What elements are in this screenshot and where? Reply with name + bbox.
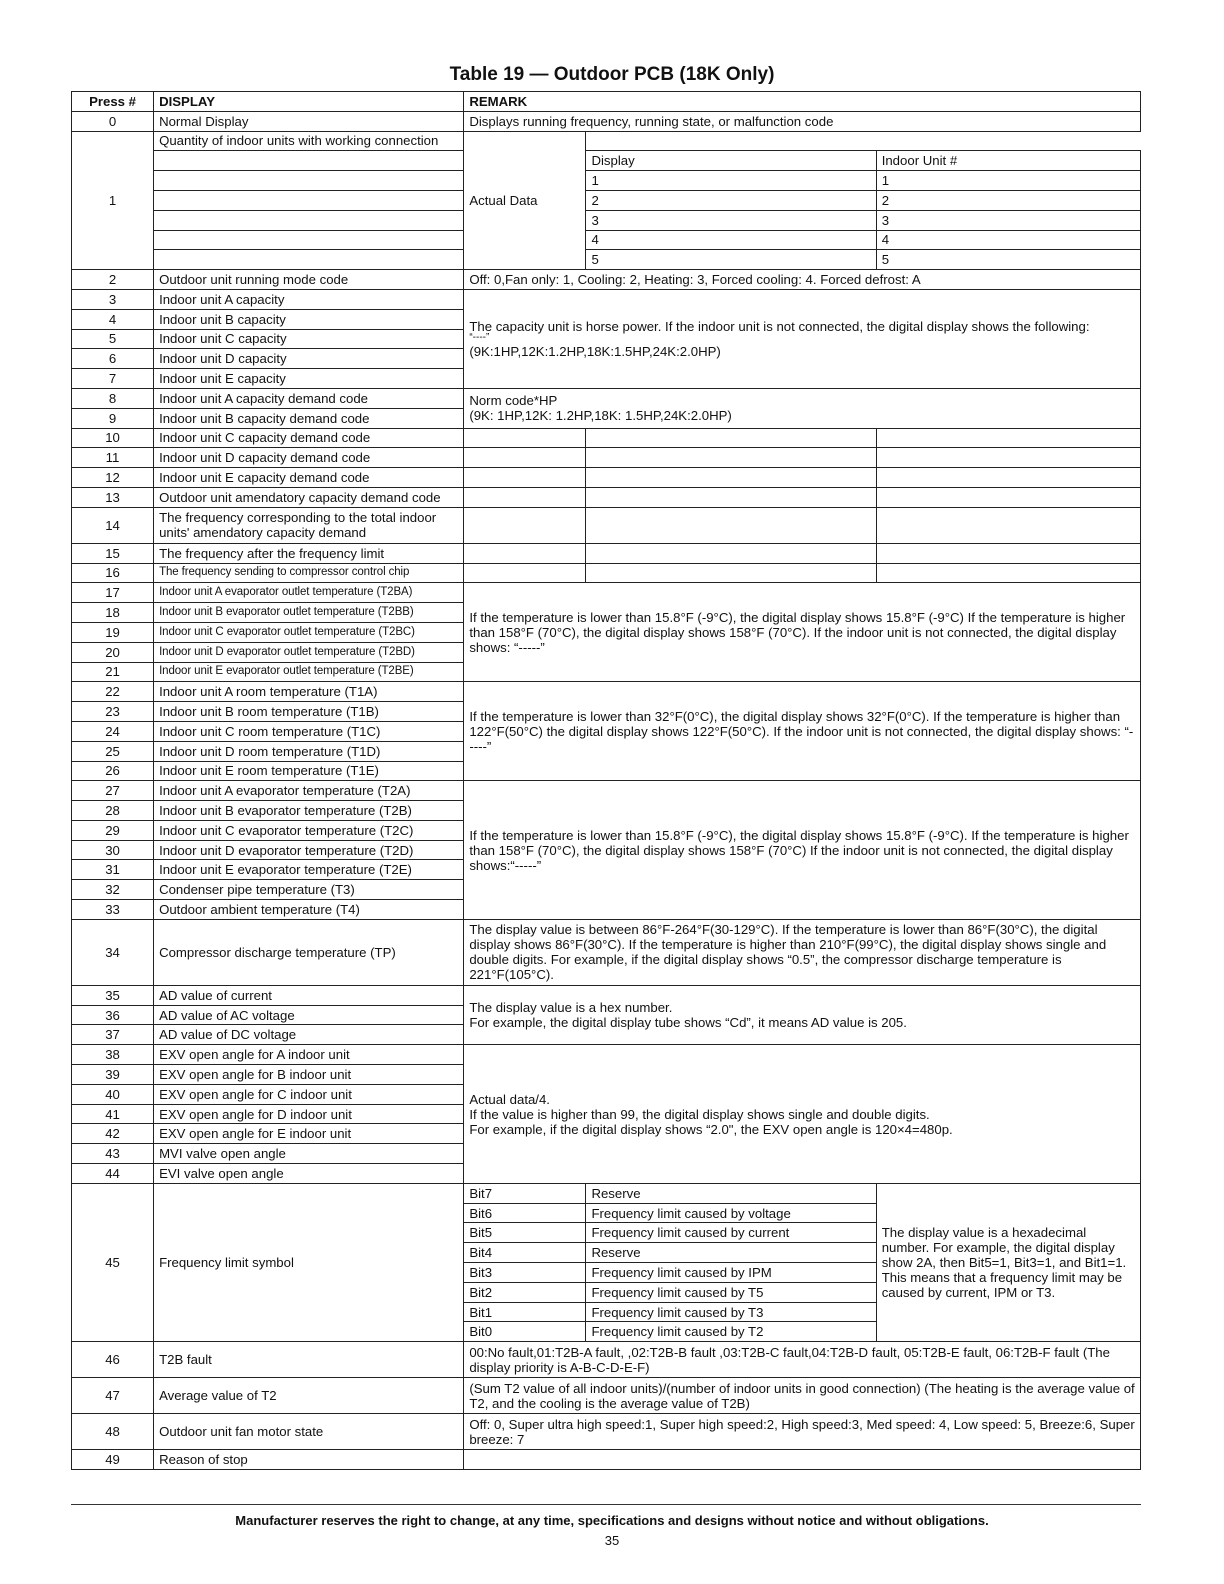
empty-cell xyxy=(464,563,586,583)
row-display: EVI valve open angle xyxy=(154,1164,464,1184)
exv-remark-line: Actual data/4. xyxy=(469,1091,550,1107)
table-row xyxy=(72,111,1141,131)
row-display: Indoor unit C evaporator temperature (T2C) xyxy=(154,820,464,840)
row-remark: (Sum T2 value of all indoor units)/(number of indoor units in good connection) (The heating is the average value of T2, and the cooling is the average value of T2B) xyxy=(464,1378,1141,1414)
row-display: Indoor unit B evaporator temperature (T2B) xyxy=(154,801,464,821)
row-number: 36 xyxy=(72,1005,154,1025)
table-row xyxy=(72,230,1141,250)
row-number: 2 xyxy=(72,270,154,290)
row-display: Outdoor unit running mode code xyxy=(154,270,464,290)
row-display: Indoor unit D evaporator outlet temperature (T2BD) xyxy=(154,642,464,662)
row-number: 18 xyxy=(72,603,154,623)
row-number: 1 xyxy=(72,131,154,270)
table-row xyxy=(72,1342,1141,1378)
sub-indoor-value: 1 xyxy=(876,171,1140,191)
bit-description: Reserve xyxy=(586,1243,876,1263)
row-display: Indoor unit A evaporator outlet temperature (T2BA) xyxy=(154,583,464,603)
table-row xyxy=(72,131,1141,151)
empty-cell xyxy=(876,131,1140,151)
row-number: 10 xyxy=(72,428,154,448)
empty-cell xyxy=(586,448,876,468)
row-display: Indoor unit B evaporator outlet temperature (T2BB) xyxy=(154,603,464,623)
sub-display-value: 3 xyxy=(586,210,876,230)
row-number: 20 xyxy=(72,642,154,662)
row-number: 48 xyxy=(72,1414,154,1450)
bit-description: Frequency limit caused by T5 xyxy=(586,1282,876,1302)
table-row xyxy=(72,171,1141,191)
table-row xyxy=(72,781,1141,801)
table-row xyxy=(72,190,1141,210)
header-remark: REMARK xyxy=(464,92,1141,112)
empty-cell xyxy=(876,428,1140,448)
row-number: 0 xyxy=(72,111,154,131)
bit-description: Frequency limit caused by voltage xyxy=(586,1203,876,1223)
row-number: 39 xyxy=(72,1065,154,1085)
row-display: Indoor unit B capacity xyxy=(154,309,464,329)
row-number: 6 xyxy=(72,349,154,369)
sub-header-display: Display xyxy=(586,151,876,171)
empty-cell xyxy=(876,487,1140,507)
empty-cell xyxy=(586,487,876,507)
row-display: Quantity of indoor units with working connection xyxy=(154,131,464,151)
table-row xyxy=(72,985,1141,1005)
table-row xyxy=(72,1045,1141,1065)
empty-cell xyxy=(586,563,876,583)
sub-indoor-value: 4 xyxy=(876,230,1140,250)
empty-cell xyxy=(464,428,586,448)
table-row xyxy=(72,682,1141,702)
row-display: Indoor unit E evaporator temperature (T2E) xyxy=(154,860,464,880)
row-display: Outdoor unit amendatory capacity demand code xyxy=(154,487,464,507)
table-row xyxy=(72,448,1141,468)
bit-label: Bit3 xyxy=(464,1263,586,1283)
table-row xyxy=(72,1450,1141,1470)
table-row xyxy=(72,270,1141,290)
row-number: 47 xyxy=(72,1378,154,1414)
t2-remark: If the temperature is lower than 15.8°F (-9°C), the digital display shows 15.8°F (-9°C). If the temperature is higher than 158°F (70°C), the digital display shows 158°F (70°C) If the indoor unit is not connected, the digital display shows:“-----” xyxy=(464,781,1141,920)
row-display: EXV open angle for B indoor unit xyxy=(154,1065,464,1085)
row-display: Indoor unit D capacity xyxy=(154,349,464,369)
row-number: 22 xyxy=(72,682,154,702)
table-row xyxy=(72,507,1141,543)
sub-indoor-value: 5 xyxy=(876,250,1140,270)
row-display: Indoor unit D room temperature (T1D) xyxy=(154,741,464,761)
row-number: 31 xyxy=(72,860,154,880)
row-number: 45 xyxy=(72,1183,154,1341)
row-display: Indoor unit A capacity xyxy=(154,289,464,309)
row-display: Indoor unit B room temperature (T1B) xyxy=(154,702,464,722)
row-display: The frequency sending to compressor control chip xyxy=(154,563,464,583)
row-display: Indoor unit D capacity demand code xyxy=(154,448,464,468)
row-display: EXV open angle for C indoor unit xyxy=(154,1084,464,1104)
row-number: 41 xyxy=(72,1104,154,1124)
empty-cell xyxy=(876,507,1140,543)
row-display: Indoor unit A room temperature (T1A) xyxy=(154,682,464,702)
capacity-remark-line: “----” xyxy=(469,331,490,343)
row-number: 24 xyxy=(72,721,154,741)
exv-remark xyxy=(464,1045,1141,1184)
row-number: 33 xyxy=(72,900,154,920)
empty-cell xyxy=(586,428,876,448)
row-number: 3 xyxy=(72,289,154,309)
empty-cell xyxy=(154,171,464,191)
table-row xyxy=(72,289,1141,309)
row-display: Indoor unit C evaporator outlet temperature (T2BC) xyxy=(154,622,464,642)
row-number: 25 xyxy=(72,741,154,761)
bit-label: Bit6 xyxy=(464,1203,586,1223)
row-display: Indoor unit E room temperature (T1E) xyxy=(154,761,464,781)
row-number: 28 xyxy=(72,801,154,821)
sub-indoor-value: 3 xyxy=(876,210,1140,230)
page-title: Table 19 — Outdoor PCB (18K Only) xyxy=(449,64,775,85)
row-display: Indoor unit E evaporator outlet temperature (T2BE) xyxy=(154,662,464,682)
sub-display-value: 4 xyxy=(586,230,876,250)
page-number: 35 xyxy=(604,1533,620,1548)
bit-label: Bit7 xyxy=(464,1183,586,1203)
bit-description: Frequency limit caused by IPM xyxy=(586,1263,876,1283)
exv-remark-line: If the value is higher than 99, the digital display shows single and double digits. xyxy=(469,1106,930,1122)
table-row xyxy=(72,1378,1141,1414)
row-display: Condenser pipe temperature (T3) xyxy=(154,880,464,900)
row-number: 29 xyxy=(72,820,154,840)
bit-label: Bit2 xyxy=(464,1282,586,1302)
bit-label: Bit5 xyxy=(464,1223,586,1243)
row-remark: Off: 0,Fan only: 1, Cooling: 2, Heating: 3, Forced cooling: 4. Forced defrost: A xyxy=(464,270,1141,290)
capacity-remark-line: (9K:1HP,12K:1.2HP,18K:1.5HP,24K:2.0HP) xyxy=(469,343,721,359)
row-number: 11 xyxy=(72,448,154,468)
footer-disclaimer: Manufacturer reserves the right to change, at any time, specifications and designs without notice and without obligations. xyxy=(235,1513,989,1528)
row-display: EXV open angle for E indoor unit xyxy=(154,1124,464,1144)
demand-remark xyxy=(464,388,1141,428)
empty-cell xyxy=(464,448,586,468)
ad-remark xyxy=(464,985,1141,1044)
bit-description: Frequency limit caused by current xyxy=(586,1223,876,1243)
table-header-row xyxy=(72,92,1141,112)
t1-remark: If the temperature is lower than 32°F(0°C), the digital display shows 32°F(0°C). If the temperature is higher than 122°F(50°C) the digital display shows 122°F(50°C). If the indoor unit is not connected, the digital display shows: “-----” xyxy=(464,682,1141,781)
header-press: Press # xyxy=(72,92,154,112)
empty-cell xyxy=(154,210,464,230)
empty-cell xyxy=(154,151,464,171)
row-display: Outdoor ambient temperature (T4) xyxy=(154,900,464,920)
empty-cell xyxy=(876,543,1140,563)
row-number: 17 xyxy=(72,583,154,603)
row-display: Indoor unit C capacity xyxy=(154,329,464,349)
bit-label: Bit0 xyxy=(464,1322,586,1342)
table-row xyxy=(72,250,1141,270)
table-row xyxy=(72,1183,1141,1203)
footer-divider xyxy=(71,1504,1141,1505)
empty-cell xyxy=(464,468,586,488)
row-number: 8 xyxy=(72,388,154,408)
row-display: Indoor unit E capacity xyxy=(154,369,464,389)
bit-note xyxy=(876,1183,1140,1341)
empty-cell xyxy=(464,507,586,543)
row-number: 4 xyxy=(72,309,154,329)
row-display: Indoor unit C room temperature (T1C) xyxy=(154,721,464,741)
row-display: Indoor unit D evaporator temperature (T2D) xyxy=(154,840,464,860)
empty-cell xyxy=(586,543,876,563)
row-display: Normal Display xyxy=(154,111,464,131)
row-number: 16 xyxy=(72,563,154,583)
table-row xyxy=(72,151,1141,171)
row-number: 5 xyxy=(72,329,154,349)
sub-indoor-value: 2 xyxy=(876,190,1140,210)
sub-display-value: 5 xyxy=(586,250,876,270)
table-row xyxy=(72,583,1141,603)
row-number: 40 xyxy=(72,1084,154,1104)
bit-note-line: This means that a frequency limit may be caused by current, IPM or T3. xyxy=(881,1270,1123,1301)
t2b-remark: If the temperature is lower than 15.8°F (-9°C), the digital display shows 15.8°F (-9°C) If the temperature is higher than 158°F (70°C), the digital display shows 158°F (70°C). If the indoor unit is not connected, the digital display shows: “-----” xyxy=(464,583,1141,682)
actual-data-label: Actual Data xyxy=(464,131,586,270)
capacity-remark xyxy=(464,289,1141,388)
row-number: 34 xyxy=(72,919,154,985)
table-row xyxy=(72,563,1141,583)
demand-remark-line: Norm code*HP xyxy=(469,393,558,409)
bit-label: Bit1 xyxy=(464,1302,586,1322)
table-row xyxy=(72,428,1141,448)
empty-cell xyxy=(154,190,464,210)
row-display: AD value of AC voltage xyxy=(154,1005,464,1025)
row-display: Indoor unit C capacity demand code xyxy=(154,428,464,448)
row-number: 26 xyxy=(72,761,154,781)
row-remark: 00:No fault,01:T2B-A fault, ,02:T2B-B fault ,03:T2B-C fault,04:T2B-D fault, 05:T2B-E fault, 06:T2B-F fault (The display priority is A-B-C-D-E-F) xyxy=(464,1342,1141,1378)
empty-cell xyxy=(586,468,876,488)
sub-display-value: 2 xyxy=(586,190,876,210)
row-number: 42 xyxy=(72,1124,154,1144)
row-number: 46 xyxy=(72,1342,154,1378)
row-number: 32 xyxy=(72,880,154,900)
row-display: The frequency corresponding to the total indoor units' amendatory capacity demand xyxy=(154,507,464,543)
row-number: 37 xyxy=(72,1025,154,1045)
ad-remark-line: The display value is a hex number. xyxy=(469,1000,673,1016)
row-display: The frequency after the frequency limit xyxy=(154,543,464,563)
row-number: 14 xyxy=(72,507,154,543)
sub-display-value: 1 xyxy=(586,171,876,191)
row-display: Indoor unit A evaporator temperature (T2A) xyxy=(154,781,464,801)
table-row xyxy=(72,919,1141,985)
bit-description: Frequency limit caused by T3 xyxy=(586,1302,876,1322)
header-display: DISPLAY xyxy=(154,92,464,112)
row-number: 13 xyxy=(72,487,154,507)
row-display: AD value of current xyxy=(154,985,464,1005)
row-display: Average value of T2 xyxy=(154,1378,464,1414)
empty-cell xyxy=(464,543,586,563)
empty-cell xyxy=(154,230,464,250)
row-number: 21 xyxy=(72,662,154,682)
row-display: EXV open angle for A indoor unit xyxy=(154,1045,464,1065)
row-display: EXV open angle for D indoor unit xyxy=(154,1104,464,1124)
table-row xyxy=(72,543,1141,563)
row-number: 9 xyxy=(72,408,154,428)
row-display: Outdoor unit fan motor state xyxy=(154,1414,464,1450)
row-number: 12 xyxy=(72,468,154,488)
bit-description: Frequency limit caused by T2 xyxy=(586,1322,876,1342)
row-display: MVI valve open angle xyxy=(154,1144,464,1164)
ad-remark-line: For example, the digital display tube shows “Cd”, it means AD value is 205. xyxy=(469,1015,907,1031)
bit-label: Bit4 xyxy=(464,1243,586,1263)
table-row xyxy=(72,388,1141,408)
row-remark: The display value is between 86°F-264°F(30-129°C). If the temperature is lower than 86°F(30°C), the digital display shows 86°F(30°C). If the temperature is higher than 210°F(99°C), the digital display shows single and double digits. For example, if the digital display shows “0.5”, the compressor discharge temperature is 221°F(105°C). xyxy=(464,919,1141,985)
row-display: Indoor unit E capacity demand code xyxy=(154,468,464,488)
exv-remark-line: For example, if the digital display shows “2.0", the EXV open angle is 120×4=480p. xyxy=(469,1121,953,1137)
empty-cell xyxy=(586,507,876,543)
row-display: Compressor discharge temperature (TP) xyxy=(154,919,464,985)
row-number: 7 xyxy=(72,369,154,389)
empty-cell xyxy=(876,563,1140,583)
row-number: 43 xyxy=(72,1144,154,1164)
row-remark: Displays running frequency, running state, or malfunction code xyxy=(464,111,1141,131)
capacity-remark-line: The capacity unit is horse power. If the indoor unit is not connected, the digital display shows the following: xyxy=(469,318,1090,334)
empty-cell xyxy=(464,487,586,507)
row-display: Frequency limit symbol xyxy=(154,1183,464,1341)
empty-cell xyxy=(464,1450,1141,1470)
outdoor-pcb-table xyxy=(71,91,1141,1470)
table-row xyxy=(72,210,1141,230)
table-row xyxy=(72,468,1141,488)
row-number: 44 xyxy=(72,1164,154,1184)
row-number: 30 xyxy=(72,840,154,860)
row-remark: Off: 0, Super ultra high speed:1, Super high speed:2, High speed:3, Med speed: 4, Low speed: 5, Breeze:6, Super breeze: 7 xyxy=(464,1414,1141,1450)
empty-cell xyxy=(876,448,1140,468)
bit-note-line: The display value is a hexadecimal number. For example, the digital display show 2A, then Bit5=1, Bit3=1, and Bit1=1. xyxy=(881,1225,1127,1271)
row-number: 23 xyxy=(72,702,154,722)
empty-cell xyxy=(586,131,876,151)
bit-description: Reserve xyxy=(586,1183,876,1203)
row-number: 49 xyxy=(72,1450,154,1470)
empty-cell xyxy=(876,468,1140,488)
row-number: 38 xyxy=(72,1045,154,1065)
demand-remark-line: (9K: 1HP,12K: 1.2HP,18K: 1.5HP,24K:2.0HP) xyxy=(469,408,732,424)
row-display: T2B fault xyxy=(154,1342,464,1378)
row-number: 35 xyxy=(72,985,154,1005)
table-row xyxy=(72,487,1141,507)
row-display: AD value of DC voltage xyxy=(154,1025,464,1045)
empty-cell xyxy=(154,250,464,270)
row-display: Indoor unit A capacity demand code xyxy=(154,388,464,408)
row-number: 19 xyxy=(72,622,154,642)
row-number: 27 xyxy=(72,781,154,801)
row-number: 15 xyxy=(72,543,154,563)
row-display: Indoor unit B capacity demand code xyxy=(154,408,464,428)
sub-header-indoor: Indoor Unit # xyxy=(876,151,1140,171)
row-display: Reason of stop xyxy=(154,1450,464,1470)
table-row xyxy=(72,1414,1141,1450)
